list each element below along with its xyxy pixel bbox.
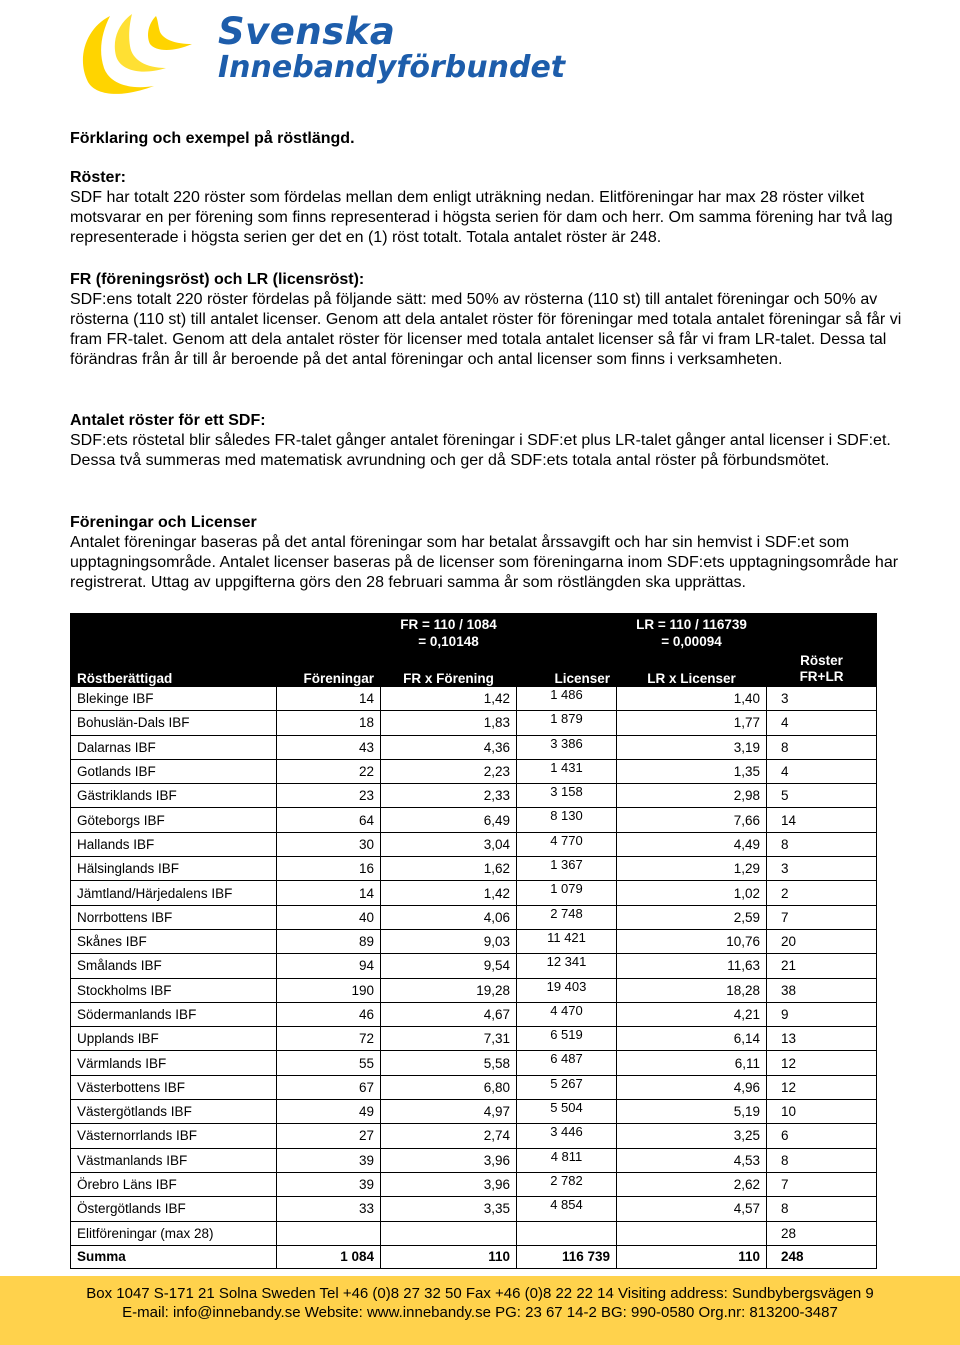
- table-row: [71, 1051, 877, 1075]
- table-row: [71, 1221, 877, 1245]
- row-clubs: 39: [277, 1172, 381, 1196]
- row-votes: 9: [767, 1002, 877, 1026]
- row-name: Upplands IBF: [71, 1027, 277, 1051]
- row-fr: 3,96: [381, 1172, 517, 1196]
- table-row: [71, 832, 877, 856]
- fr-formula-result: = 0,10148: [418, 634, 479, 649]
- row-licenses: 8 130: [517, 808, 617, 832]
- row-votes: 4: [767, 759, 877, 783]
- row-name: Västerbottens IBF: [71, 1075, 277, 1099]
- row-clubs: 55: [277, 1051, 381, 1075]
- table-row: [71, 954, 877, 978]
- table-row: [71, 929, 877, 953]
- section-body: SDF:ens totalt 220 röster fördelas på följande sätt: med 50% av rösterna (110 st) till antalet föreningar och 50% av rösterna (110 st) till antalet licenser. Genom att dela antalet röster för föreningar med totala antalet föreningar så får vi fram FR-talet. Genom att dela antalet röster för licenser med totala antalet licenser så får vi fram LR-talet. Dessa tal förändras från år till år beroende på det antal föreningar och antal licenser som finns i verksamheten.: [70, 291, 902, 368]
- header-votes: [767, 653, 877, 687]
- fr-formula: [381, 614, 517, 653]
- row-fr: 7,31: [381, 1027, 517, 1051]
- row-licenses: 1 079: [517, 881, 617, 905]
- header-fr: FR x Förening: [381, 653, 517, 687]
- lr-formula: [617, 614, 767, 653]
- total-label: Summa: [71, 1245, 277, 1268]
- header-licenses: Licenser: [517, 653, 617, 687]
- row-licenses: 19 403: [517, 978, 617, 1002]
- row-licenses: 4 770: [517, 832, 617, 856]
- formula-row: [71, 614, 877, 653]
- ball-swoosh-icon: [70, 10, 220, 98]
- row-lr: 1,77: [617, 711, 767, 735]
- row-votes: 8: [767, 735, 877, 759]
- row-fr: 3,04: [381, 832, 517, 856]
- row-fr: 9,03: [381, 929, 517, 953]
- row-fr: 4,97: [381, 1100, 517, 1124]
- row-fr: 6,49: [381, 808, 517, 832]
- header-row: [71, 653, 877, 687]
- row-name: Hälsinglands IBF: [71, 857, 277, 881]
- table-row: [71, 784, 877, 808]
- row-clubs: 18: [277, 711, 381, 735]
- table-row: [71, 759, 877, 783]
- section-body: SDF:ets röstetal blir således FR-talet gånger antalet föreningar i SDF:et plus LR-talet gånger antal licenser i SDF:et. Dessa två summeras med matematisk avrundning och ger då SDF:ets totala antal röster på förbundsmötet.: [70, 432, 891, 469]
- row-votes: 8: [767, 1197, 877, 1221]
- row-lr: 3,25: [617, 1124, 767, 1148]
- table-row: [71, 1027, 877, 1051]
- footer-address: Box 1047 S-171 21 Solna Sweden Tel +46 (0)8 27 32 50 Fax +46 (0)8 22 22 14 Visiting address: Sundbybergsvägen 9: [86, 1285, 874, 1302]
- row-name: Norrbottens IBF: [71, 905, 277, 929]
- row-licenses: [517, 1221, 617, 1245]
- row-name: Smålands IBF: [71, 954, 277, 978]
- row-name: Örebro Läns IBF: [71, 1172, 277, 1196]
- row-votes: 21: [767, 954, 877, 978]
- row-name: Västmanlands IBF: [71, 1148, 277, 1172]
- row-fr: 6,80: [381, 1075, 517, 1099]
- row-clubs: 33: [277, 1197, 381, 1221]
- row-lr: 1,29: [617, 857, 767, 881]
- table-row: [71, 1172, 877, 1196]
- row-clubs: 67: [277, 1075, 381, 1099]
- row-lr: 2,98: [617, 784, 767, 808]
- row-name: Blekinge IBF: [71, 687, 277, 711]
- row-licenses: 2 782: [517, 1172, 617, 1196]
- row-fr: 3,35: [381, 1197, 517, 1221]
- row-lr: 4,96: [617, 1075, 767, 1099]
- row-licenses: 4 470: [517, 1002, 617, 1026]
- total-row: [71, 1245, 877, 1268]
- row-name: Elitföreningar (max 28): [71, 1221, 277, 1245]
- row-name: Södermanlands IBF: [71, 1002, 277, 1026]
- row-fr: 3,96: [381, 1148, 517, 1172]
- row-name: Jämtland/Härjedalens IBF: [71, 881, 277, 905]
- row-lr: 4,57: [617, 1197, 767, 1221]
- row-votes: 8: [767, 832, 877, 856]
- table-row: [71, 881, 877, 905]
- row-licenses: 12 341: [517, 954, 617, 978]
- table-body: [71, 687, 877, 1246]
- row-licenses: 1 486: [517, 687, 617, 711]
- row-votes: 2: [767, 881, 877, 905]
- row-votes: 20: [767, 929, 877, 953]
- row-clubs: 30: [277, 832, 381, 856]
- row-votes: 10: [767, 1100, 877, 1124]
- row-fr: 1,62: [381, 857, 517, 881]
- header-clubs: Föreningar: [277, 653, 381, 687]
- row-lr: 4,53: [617, 1148, 767, 1172]
- header-votes-line2: FR+LR: [799, 669, 844, 684]
- table-row: [71, 1002, 877, 1026]
- formula-spacer: [71, 614, 277, 653]
- row-votes: 5: [767, 784, 877, 808]
- table-row: [71, 711, 877, 735]
- row-name: Dalarnas IBF: [71, 735, 277, 759]
- row-fr: [381, 1221, 517, 1245]
- row-lr: 6,11: [617, 1051, 767, 1075]
- row-licenses: 3 386: [517, 735, 617, 759]
- row-votes: 38: [767, 978, 877, 1002]
- row-licenses: 6 487: [517, 1051, 617, 1075]
- row-licenses: 4 854: [517, 1197, 617, 1221]
- header-votes-line1: Röster: [800, 653, 843, 668]
- row-fr: 2,23: [381, 759, 517, 783]
- row-lr: 10,76: [617, 929, 767, 953]
- row-votes: 8: [767, 1148, 877, 1172]
- table-row: [71, 735, 877, 759]
- row-fr: 4,36: [381, 735, 517, 759]
- row-name: Bohuslän-Dals IBF: [71, 711, 277, 735]
- row-name: Östergötlands IBF: [71, 1197, 277, 1221]
- row-lr: 3,19: [617, 735, 767, 759]
- row-votes: 28: [767, 1221, 877, 1245]
- vote-table: [70, 613, 877, 1269]
- row-clubs: 64: [277, 808, 381, 832]
- header-name: Röstberättigad: [71, 653, 277, 687]
- row-votes: 4: [767, 711, 877, 735]
- footer-bar: [0, 1276, 960, 1345]
- table-row: [71, 687, 877, 711]
- document-heading: Förklaring och exempel på röstlängd.: [70, 130, 355, 147]
- row-licenses: 3 158: [517, 784, 617, 808]
- total-licenses: 116 739: [517, 1245, 617, 1268]
- row-clubs: 49: [277, 1100, 381, 1124]
- row-fr: 1,42: [381, 687, 517, 711]
- total-fr: 110: [381, 1245, 517, 1268]
- row-votes: 7: [767, 905, 877, 929]
- section-title: Röster:: [70, 169, 127, 186]
- section-title: Antalet röster för ett SDF:: [70, 412, 266, 429]
- table-row: [71, 808, 877, 832]
- table-row: [71, 857, 877, 881]
- total-lr: 110: [617, 1245, 767, 1268]
- row-lr: 11,63: [617, 954, 767, 978]
- row-votes: 13: [767, 1027, 877, 1051]
- row-votes: 6: [767, 1124, 877, 1148]
- table-row: [71, 1197, 877, 1221]
- row-licenses: 5 504: [517, 1100, 617, 1124]
- row-name: Göteborgs IBF: [71, 808, 277, 832]
- row-votes: 12: [767, 1051, 877, 1075]
- row-licenses: 1 879: [517, 711, 617, 735]
- row-fr: 9,54: [381, 954, 517, 978]
- row-votes: 14: [767, 808, 877, 832]
- row-fr: 4,67: [381, 1002, 517, 1026]
- row-clubs: 89: [277, 929, 381, 953]
- row-licenses: 3 446: [517, 1124, 617, 1148]
- row-fr: 2,33: [381, 784, 517, 808]
- row-fr: 1,42: [381, 881, 517, 905]
- row-lr: [617, 1221, 767, 1245]
- row-clubs: 27: [277, 1124, 381, 1148]
- fr-formula-line: FR = 110 / 1084: [400, 617, 497, 632]
- section-votes: [70, 168, 920, 248]
- row-licenses: 6 519: [517, 1027, 617, 1051]
- row-clubs: [277, 1221, 381, 1245]
- row-name: Skånes IBF: [71, 929, 277, 953]
- section-fr-lr: [70, 270, 920, 370]
- section-body: SDF har totalt 220 röster som fördelas mellan dem enligt uträkning nedan. Elitföreningar har max 28 röster vilket motsvarar en per förening som finns representerad i högsta serien för dam och herr. Om samma förening har två lag representerade i högsta serien ger det en (1) röst totalt. Totala antalet röster är 248.: [70, 189, 893, 246]
- total-clubs: 1 084: [277, 1245, 381, 1268]
- row-licenses: 1 431: [517, 759, 617, 783]
- row-fr: 1,83: [381, 711, 517, 735]
- table-row: [71, 1148, 877, 1172]
- vote-table-container: [70, 613, 876, 1269]
- row-fr: 19,28: [381, 978, 517, 1002]
- formula-spacer: [277, 614, 381, 653]
- table-row: [71, 1124, 877, 1148]
- row-fr: 4,06: [381, 905, 517, 929]
- logo-line-2: Innebandyförbundet: [218, 50, 566, 85]
- row-lr: 18,28: [617, 978, 767, 1002]
- section-sdf-votes: [70, 411, 920, 471]
- row-lr: 5,19: [617, 1100, 767, 1124]
- table-row: [71, 1100, 877, 1124]
- table-row: [71, 978, 877, 1002]
- header-lr: LR x Licenser: [617, 653, 767, 687]
- federation-logo: [70, 10, 566, 98]
- logo-line-1: Svenska: [218, 10, 396, 53]
- row-clubs: 16: [277, 857, 381, 881]
- row-fr: 2,74: [381, 1124, 517, 1148]
- row-lr: 1,02: [617, 881, 767, 905]
- row-name: Stockholms IBF: [71, 978, 277, 1002]
- row-name: Gotlands IBF: [71, 759, 277, 783]
- row-clubs: 14: [277, 881, 381, 905]
- row-licenses: 11 421: [517, 929, 617, 953]
- row-name: Hallands IBF: [71, 832, 277, 856]
- row-clubs: 72: [277, 1027, 381, 1051]
- lr-formula-line: LR = 110 / 116739: [636, 617, 747, 632]
- row-licenses: 5 267: [517, 1075, 617, 1099]
- row-lr: 6,14: [617, 1027, 767, 1051]
- row-votes: 7: [767, 1172, 877, 1196]
- row-licenses: 2 748: [517, 905, 617, 929]
- footer-contact: E-mail: info@innebandy.se Website: www.innebandy.se PG: 23 67 14-2 BG: 990-0580 Org.nr: 813200-3487: [122, 1304, 838, 1321]
- total-votes: 248: [767, 1245, 877, 1268]
- row-votes: 12: [767, 1075, 877, 1099]
- row-clubs: 22: [277, 759, 381, 783]
- row-licenses: 1 367: [517, 857, 617, 881]
- row-lr: 4,49: [617, 832, 767, 856]
- table-row: [71, 905, 877, 929]
- row-fr: 5,58: [381, 1051, 517, 1075]
- section-body: Antalet föreningar baseras på det antal föreningar som har betalat årssavgift och har sin hemvist i SDF:et som upptagningsområde. Antalet licenser baseras på de licenser som föreningarna inom SDF:ets upptagningsområde har registrerat. Uttag av uppgifterna görs den 28 februari samma år som röstlängden ska upprättas.: [70, 534, 899, 591]
- row-lr: 1,35: [617, 759, 767, 783]
- row-clubs: 46: [277, 1002, 381, 1026]
- row-lr: 2,62: [617, 1172, 767, 1196]
- row-clubs: 43: [277, 735, 381, 759]
- row-lr: 7,66: [617, 808, 767, 832]
- row-name: Västernorrlands IBF: [71, 1124, 277, 1148]
- lr-formula-result: = 0,00094: [661, 634, 722, 649]
- row-votes: 3: [767, 857, 877, 881]
- row-clubs: 14: [277, 687, 381, 711]
- formula-spacer: [767, 614, 877, 653]
- row-votes: 3: [767, 687, 877, 711]
- row-licenses: 4 811: [517, 1148, 617, 1172]
- row-clubs: 40: [277, 905, 381, 929]
- section-title: Föreningar och Licenser: [70, 514, 257, 531]
- row-lr: 1,40: [617, 687, 767, 711]
- table-row: [71, 1075, 877, 1099]
- row-clubs: 190: [277, 978, 381, 1002]
- section-title: FR (föreningsröst) och LR (licensröst):: [70, 271, 365, 288]
- row-lr: 4,21: [617, 1002, 767, 1026]
- row-clubs: 94: [277, 954, 381, 978]
- row-name: Gästriklands IBF: [71, 784, 277, 808]
- section-clubs-licenses: [70, 513, 920, 593]
- row-name: Västergötlands IBF: [71, 1100, 277, 1124]
- row-name: Värmlands IBF: [71, 1051, 277, 1075]
- formula-spacer: [517, 614, 617, 653]
- row-clubs: 39: [277, 1148, 381, 1172]
- row-clubs: 23: [277, 784, 381, 808]
- row-lr: 2,59: [617, 905, 767, 929]
